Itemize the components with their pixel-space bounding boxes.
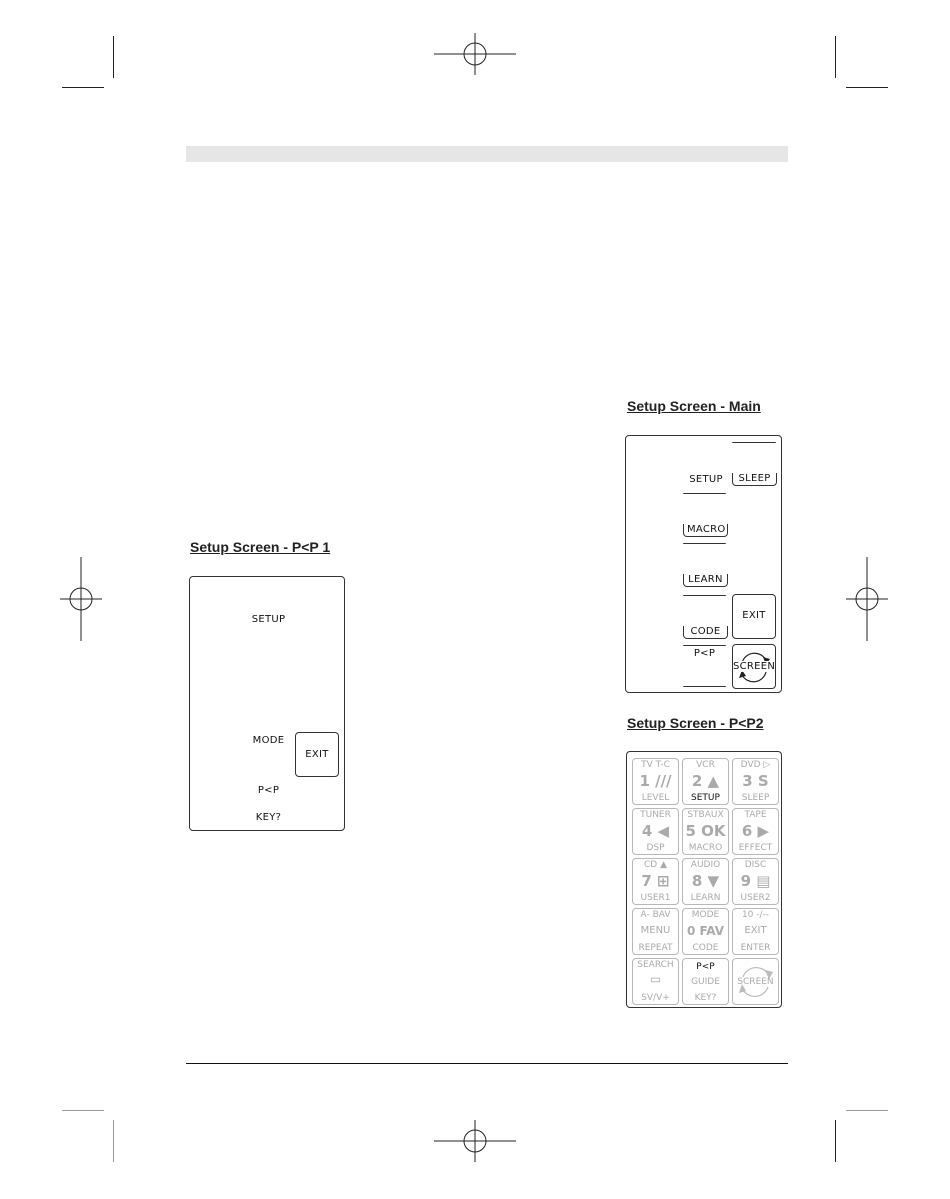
registration-mark-top [434, 33, 516, 75]
key-search[interactable] [632, 958, 679, 1005]
key-main-label: 8 ▼ [691, 872, 720, 890]
key-top-label: CD ▲ [644, 860, 667, 870]
key-tuner[interactable] [632, 808, 679, 855]
key-bottom-label: KEY? [694, 993, 717, 1003]
code-key-top [683, 595, 726, 596]
key-bottom-label: MACRO [688, 843, 723, 853]
key-tv[interactable] [632, 758, 679, 805]
screen-label: SCREEN [733, 661, 776, 672]
key-top-label: P<P [696, 962, 715, 972]
crop-mark [62, 1110, 104, 1111]
exit-label: EXIT [742, 610, 766, 621]
key-stbaux[interactable] [682, 808, 729, 855]
key-bottom-label: CODE [692, 943, 719, 953]
pp-key-bottom [683, 686, 726, 687]
exit-button[interactable] [732, 594, 776, 639]
macro-button[interactable]: MACRO [683, 524, 728, 537]
macro-key-top [683, 493, 726, 494]
key-bottom-label: LEVEL [641, 793, 670, 803]
pp-label[interactable]: P<P [693, 648, 716, 659]
key-dvd[interactable] [732, 758, 779, 805]
learn-button[interactable]: LEARN [683, 574, 728, 587]
learn-key-top [683, 543, 726, 544]
crop-mark [835, 1120, 836, 1162]
key-top-label: A- BAV [640, 910, 671, 920]
sleep-key-top [732, 442, 776, 443]
key-main-label: MENU [640, 925, 671, 936]
setup-pp1-screen [189, 576, 345, 831]
key-bottom-label: USER2 [740, 893, 771, 903]
crop-mark [835, 36, 836, 78]
crop-mark [62, 87, 104, 88]
key-top-label: AUDIO [690, 860, 721, 870]
crop-mark [846, 87, 888, 88]
setup-label: SETUP [689, 474, 723, 485]
key-top-label: VCR [696, 760, 715, 770]
key-bottom-label: SV/V+ [641, 993, 670, 1003]
key-label: KEY? [255, 812, 282, 823]
setup-main-screen [625, 435, 782, 693]
key-bav[interactable] [632, 908, 679, 955]
key-bottom-label: EFFECT [738, 843, 773, 853]
key-pp[interactable] [682, 958, 729, 1005]
key-main-label: 9 ▤ [740, 872, 771, 890]
mode-label: MODE [252, 735, 285, 746]
key-main-label: ▭ [649, 972, 662, 986]
crop-mark [113, 1120, 114, 1162]
heading-setup-pp2: Setup Screen - P<P2 [627, 715, 764, 731]
key-top-label: TAPE [744, 810, 767, 820]
key-top-label: MODE [691, 910, 720, 920]
key-bottom-label: LEARN [690, 893, 721, 903]
key-main-label: 2 ▲ [691, 772, 720, 790]
key-main-label: 6 ▶ [741, 822, 770, 840]
crop-mark [846, 1110, 888, 1111]
key-main-label: 3 S [742, 772, 769, 790]
exit-label: EXIT [305, 749, 329, 760]
key-main-label: GUIDE [691, 977, 720, 987]
key-main-label: EXIT [744, 925, 767, 936]
key-mode[interactable] [682, 908, 729, 955]
heading-setup-pp1: Setup Screen - P<P 1 [190, 539, 331, 555]
registration-mark-right [846, 557, 888, 641]
code-button[interactable]: CODE [683, 626, 728, 639]
setup-pp2-screen [626, 751, 782, 1008]
key-disc[interactable] [732, 858, 779, 905]
key-screen[interactable] [732, 958, 779, 1005]
registration-mark-bottom [434, 1120, 516, 1162]
key-ten[interactable] [732, 908, 779, 955]
key-main-label: 4 ◀ [641, 822, 670, 840]
key-top-label: TUNER [640, 810, 671, 820]
key-main-label: SCREEN [737, 977, 774, 987]
heading-setup-main: Setup Screen - Main [627, 398, 761, 414]
key-top-label: STBAUX [687, 810, 724, 820]
footer-rule [186, 1063, 788, 1064]
key-cd[interactable] [632, 858, 679, 905]
crop-mark [113, 36, 114, 78]
setup-label: SETUP [251, 614, 286, 625]
key-main-label: 5 OK [685, 822, 726, 840]
key-bottom-label: ENTER [740, 943, 771, 953]
registration-mark-left [60, 557, 102, 641]
key-top-label: 10 -/-- [741, 910, 770, 920]
key-main-label: 1 /// [639, 772, 672, 790]
key-vcr[interactable] [682, 758, 729, 805]
pp-key-top [683, 645, 726, 646]
key-main-label: 7 ⊞ [641, 872, 670, 890]
key-top-label: DVD ▷ [740, 760, 771, 770]
key-top-label: SEARCH [637, 960, 674, 970]
screen-button[interactable] [732, 644, 776, 689]
key-bottom-label: USER1 [640, 893, 671, 903]
key-bottom-label: REPEAT [638, 943, 673, 953]
sleep-button[interactable]: SLEEP [732, 473, 777, 486]
key-bottom-label: DSP [646, 843, 665, 853]
pp-label: P<P [257, 785, 280, 796]
key-main-label: 0 FAV [686, 924, 725, 938]
key-bottom-label: SETUP [691, 793, 720, 803]
header-band [186, 146, 788, 162]
exit-button[interactable] [295, 732, 339, 777]
key-audio[interactable] [682, 858, 729, 905]
key-tape[interactable] [732, 808, 779, 855]
key-top-label: DISC [744, 860, 767, 870]
key-bottom-label: SLEEP [741, 793, 770, 803]
key-top-label: TV T-C [641, 760, 670, 770]
